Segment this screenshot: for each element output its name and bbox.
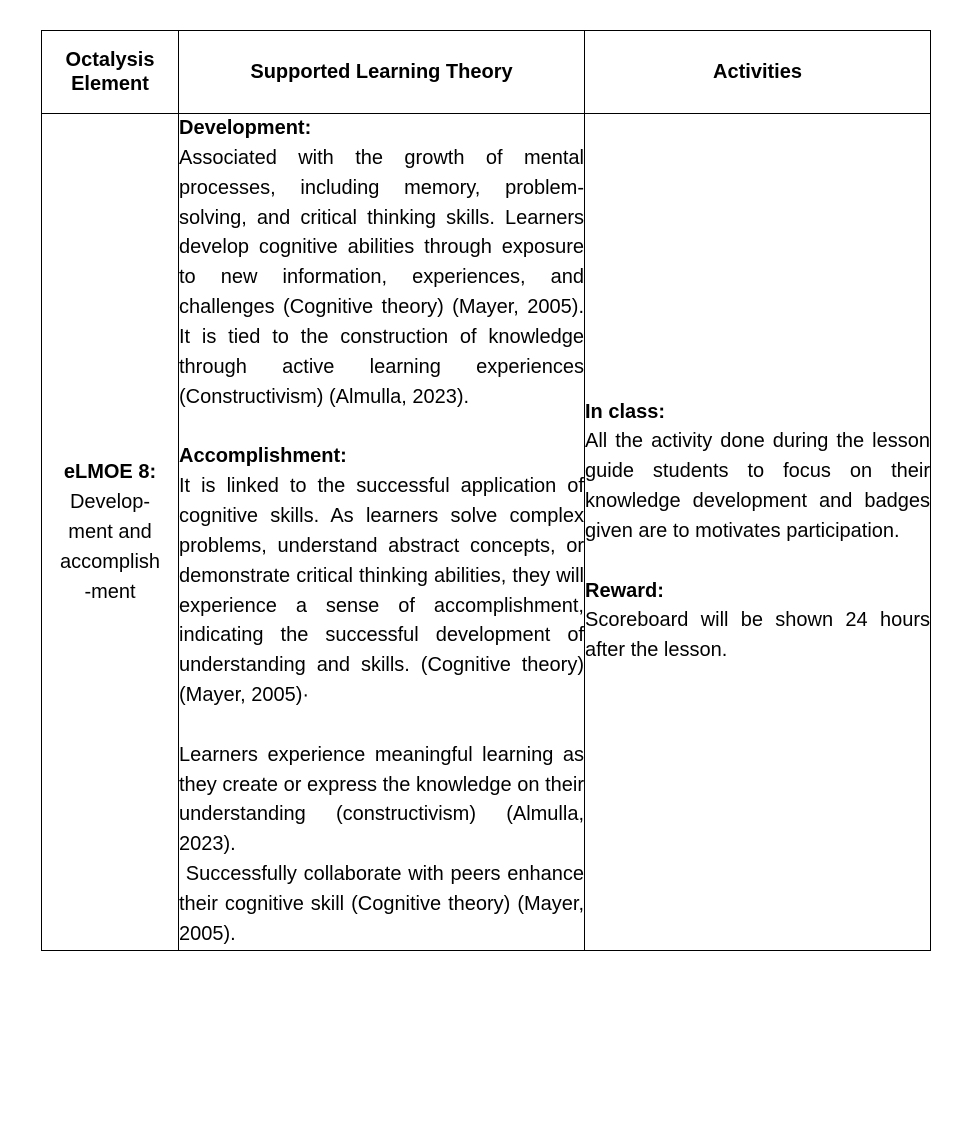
accomplishment-heading: Accomplishment:: [179, 445, 347, 468]
in-class-heading: In class:: [585, 400, 666, 423]
element-line: Develop-: [69, 490, 151, 513]
learning-theory-table: [41, 30, 931, 951]
header-element-label: Octalysis Element: [65, 49, 155, 95]
theory-cell: [179, 114, 590, 951]
element-line: -ment: [84, 580, 136, 603]
header-supported-learning-theory: [179, 31, 585, 114]
accomplishment-text: It is linked to the successful application of cognitive skills. As learners solve complex problems, understand abstract concepts, or demonstrate critical thinking abilities, they will experience a sense of accomplishment, indicating the successful development of understanding and skills. (Cognitive theory) (Mayer, 2005)·: [179, 475, 584, 707]
in-class-text: All the activity done during the lesson guide students to focus on their knowledge development and badges given are to motivates participation.: [585, 430, 930, 542]
header-activities: [585, 31, 931, 114]
element-cell: [42, 114, 179, 951]
development-heading: Development:: [179, 117, 312, 139]
table-header-row: [42, 31, 931, 114]
meaningful-learning-text: Learners experience meaningful learning as they create or express the knowledge on their understanding (constructivism) (Almulla, 2023).: [179, 743, 584, 856]
table-row: [42, 114, 931, 951]
reward-text: Scoreboard will be shown 24 hours after the lesson.: [585, 609, 930, 662]
reward-heading: Reward:: [585, 579, 664, 602]
header-theory-label: Supported Learning Theory: [250, 61, 513, 83]
element-title: eLMOE 8:: [63, 460, 157, 483]
spacer: [585, 547, 930, 577]
element-line: ment and: [68, 520, 152, 543]
header-octalysis-element: [42, 31, 179, 114]
spacer: [179, 711, 584, 741]
development-text: Associated with the growth of mental processes, including memory, problem-solving, and critical thinking skills. Learners develop cognitive abilities through exposure to new information, experiences, and challenges (Cognitive theory) (Mayer, 2005). It is tied to the construction of knowledge through active learning experiences (Constructivism) (Almulla, 2023).: [179, 146, 584, 408]
header-activities-label: Activities: [713, 61, 802, 83]
element-line: accomplish: [59, 550, 161, 573]
spacer: [179, 412, 584, 442]
collaboration-text: Successfully collaborate with peers enhance their cognitive skill (Cognitive theory) (Mayer, 2005).: [179, 863, 590, 945]
activities-cell: [585, 114, 931, 951]
